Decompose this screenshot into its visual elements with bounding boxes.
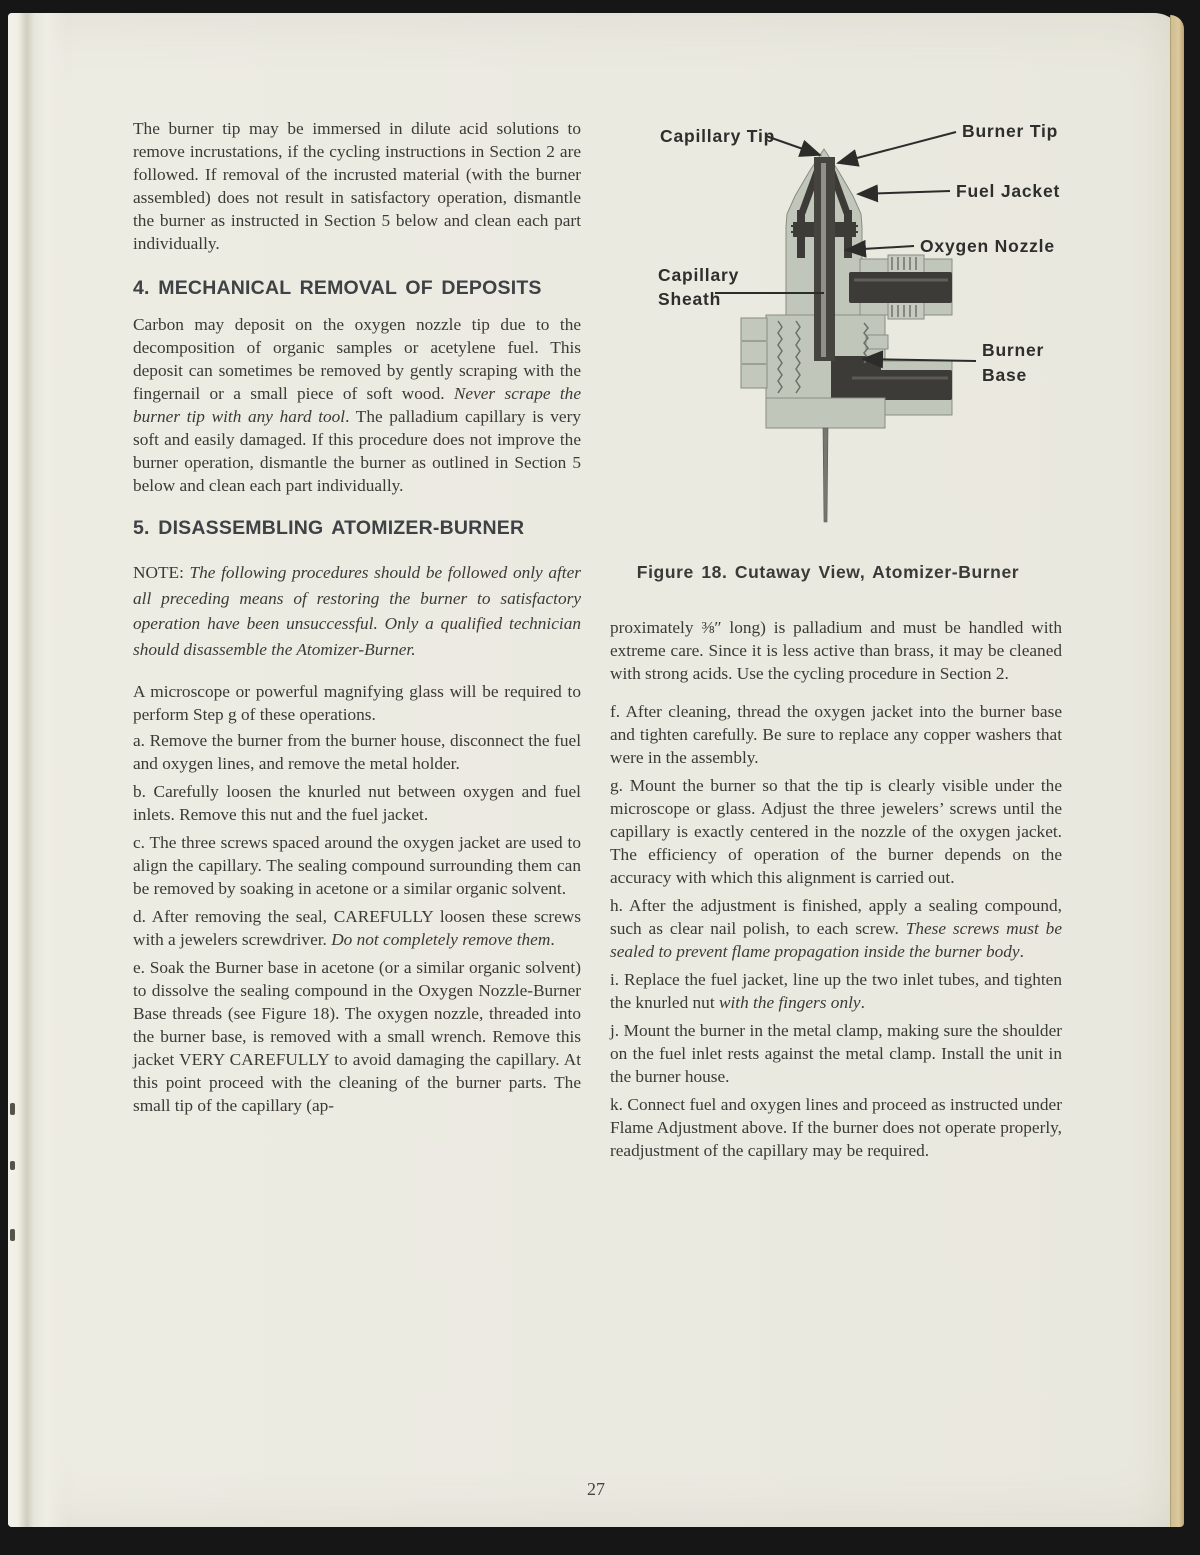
binding-stitch: [10, 1103, 15, 1115]
left-text-column: [133, 117, 581, 1122]
step-c: c. The three screws spaced around the oxygen jacket are used to align the capillary. The sealing compound surrounding them can be removed by soaking in acetone or a similar organic solvent.: [133, 833, 581, 898]
section-5-heading: 5. DISASSEMBLING ATOMIZER-BURNER: [133, 517, 525, 539]
figure-18-cutaway-illustration: [620, 109, 1090, 561]
binding-stitch: [10, 1161, 15, 1170]
step-g: g. Mount the burner so that the tip is clearly visible under the microscope or glass. Adjust the three jewelers’ screws until the capillary is exactly centered in the nozzle of the oxygen jacket. The efficiency of operation of the burner depends on the accuracy with which this alignment is carried out.: [610, 776, 1062, 887]
page-fore-edge: [1170, 15, 1184, 1527]
continuation-paragraph: proximately ⅜″ long) is palladium and must be handled with extreme care. Since it is less active than brass, it may be cleaned with strong acids. Use the cycling procedure in Section 2.: [610, 618, 1062, 683]
step-e: e. Soak the Burner base in acetone (or a similar organic solvent) to dissolve the sealing compound in the Oxygen Nozzle-Burner Base threads (see Figure 18). The oxygen nozzle, threaded into the burner base, is removed with a small wrench. Remove this jacket VERY CAREFULLY to avoid damaging the capillary. At this point proceed with the cleaning of the burner parts. The small tip of the capillary (ap-: [133, 958, 581, 1115]
leader-fuel-jacket: [858, 191, 950, 194]
figure-label-burner-base: Base: [982, 365, 1028, 385]
microscope-paragraph: A microscope or powerful magnifying glass will be required to perform Step g of these operations.: [133, 682, 581, 724]
binding-stitch: [10, 1229, 15, 1241]
figure-label-fuel-jacket: Fuel Jacket: [956, 181, 1061, 201]
step-d: d. After removing the seal, CAREFULLY loosen these screws with a jewelers screwdriver. Do not completely remove them.: [133, 907, 581, 949]
step-h: h. After the adjustment is finished, apply a sealing compound, such as clear nail polish, to each screw. These screws must be sealed to prevent flame propagation inside the burner body.: [610, 896, 1062, 961]
figure-label-capillary-tip: Capillary Tip: [660, 126, 776, 146]
figure-label-capillary-sheath: Capillary: [658, 265, 740, 285]
step-j: j. Mount the burner in the metal clamp, making sure the shoulder on the fuel inlet rests against the metal clamp. Install the unit in the burner house.: [610, 1021, 1062, 1086]
section-4-paragraph: Carbon may deposit on the oxygen nozzle tip due to the decomposition of organic samples or acetylene fuel. This deposit can sometimes be removed by gently scraping with the fingernail or a small piece of soft wood. Never scrape the burner tip with any hard tool. The palladium capillary is very soft and easily damaged. If this procedure does not improve the burner operation, dismantle the burner as outlined in Section 5 below and clean each part individually.: [133, 315, 581, 495]
step-k: k. Connect fuel and oxygen lines and proceed as instructed under Flame Adjustment above. If the burner does not operate properly, readjustment of the capillary may be required.: [610, 1095, 1062, 1160]
leader-burner-tip: [838, 132, 956, 163]
intro-paragraph: The burner tip may be immersed in dilute acid solutions to remove incrustations, if the cycling instructions in Section 2 are followed. If removal of the incrusted material (with the burner assembled) does not result in satisfactory operation, dismantle the burner as instructed in Section 5 below and clean each part individually.: [133, 119, 581, 253]
step-f: f. After cleaning, thread the oxygen jacket into the burner base and tighten carefully. Be sure to replace any copper washers that were in the assembly.: [610, 702, 1062, 767]
spine-gutter: [8, 13, 68, 1527]
page-number: 27: [587, 1479, 605, 1499]
section-5-note: NOTE: The following procedures should be followed only after all preceding means of restoring the burner to satisfactory operation have been unsuccessful. Only a qualified technician should disassemble the Atomizer-Burner.: [133, 563, 581, 659]
burner-cutaway-art: [620, 109, 1090, 561]
right-text-column: [610, 616, 1062, 1167]
figure-label-burner-base: Burner: [982, 340, 1045, 360]
section-4-heading: 4. MECHANICAL REMOVAL OF DEPOSITS: [133, 277, 542, 299]
figure-label-oxygen-nozzle: Oxygen Nozzle: [920, 236, 1055, 256]
figure-label-burner-tip: Burner Tip: [962, 121, 1059, 141]
figure-label-capillary-sheath: Sheath: [658, 289, 722, 309]
step-b: b. Carefully loosen the knurled nut between oxygen and fuel inlets. Remove this nut and the fuel jacket.: [133, 782, 581, 824]
book-page: [8, 13, 1184, 1527]
figure-18-caption: Figure 18. Cutaway View, Atomizer-Burner: [636, 562, 1020, 582]
step-i: i. Replace the fuel jacket, line up the two inlet tubes, and tighten the knurled nut with the fingers only.: [610, 970, 1062, 1012]
step-a: a. Remove the burner from the burner house, disconnect the fuel and oxygen lines, and remove the metal holder.: [133, 731, 581, 773]
